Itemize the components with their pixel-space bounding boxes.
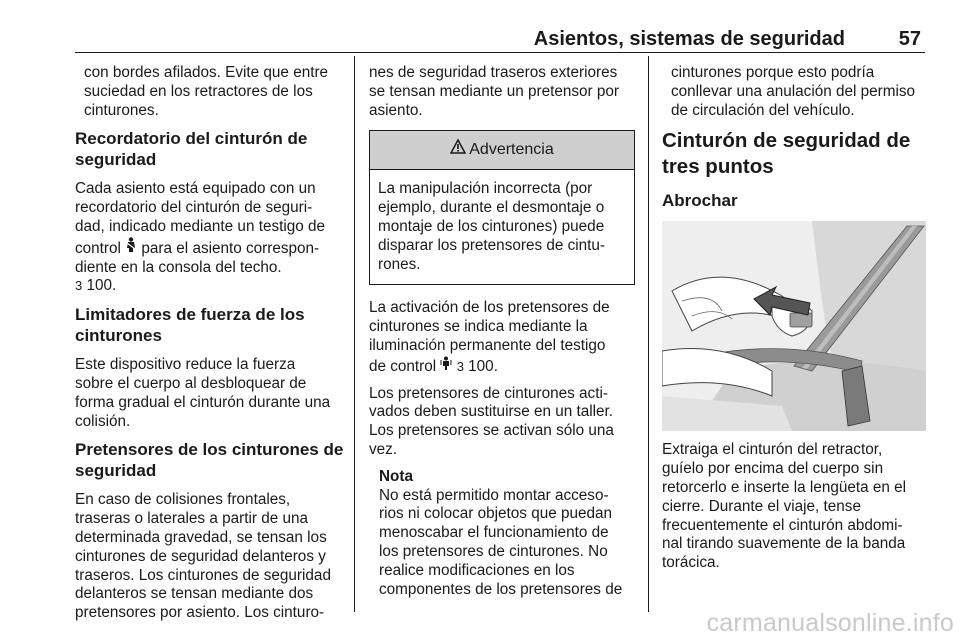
continuation-paragraph: nes de seguridad traseros exteriores se tensan mediante un pretensor por asiento. <box>369 64 620 119</box>
page-number: 57 <box>898 28 921 50</box>
page-ref-arrow-icon: 3 <box>75 278 83 294</box>
warning-header <box>370 131 634 170</box>
fasten-paragraph: Extraiga el cinturón del retractor, guíelo por encima del cuerpo sin retorcerlo e inserte la lengüeta en el cierre. Durante el viaje, tense frecuentemente el cinturón abdomi- nal tirando suavemente de la banda torácica. <box>662 441 907 572</box>
pretensioner-warning-icon <box>440 356 452 377</box>
replacement-paragraph: Los pretensores de cinturones acti- vados deben sustituirse en un taller. Los pretensores se activan sólo una vez. <box>369 384 614 458</box>
heading-three-point-belt: Cinturón de seguridad de tres puntos <box>662 129 911 179</box>
heading-fasten: Abrochar <box>662 191 738 211</box>
heading-force-limiters: Limitadores de fuerza de los cinturones <box>75 305 305 346</box>
heading-pretensioners: Pretensores de los cinturones de seguridad <box>75 440 344 481</box>
page-ref-arrow-icon: 3 <box>456 358 464 374</box>
warning-body: La manipulación incorrecta (por ejemplo, durante el desmontaje o montaje de los cinturones) puede disparar los pretensores de cintu- rones. <box>378 180 606 273</box>
warning-box <box>369 130 635 285</box>
continuation-paragraph: cinturones porque esto podría conllevar una anulación del permiso de circulación del vehículo. <box>671 64 916 119</box>
heading-seatbelt-reminder: Recordatorio del cinturón de seguridad <box>75 129 308 170</box>
activation-paragraph: La activación de los pretensores de cinturones se indica mediante la iluminación permanente del testigo de control 3 100. <box>369 299 610 375</box>
column-2 <box>369 64 635 599</box>
column-3 <box>662 64 928 581</box>
seatbelt-reminder-icon <box>125 237 137 259</box>
header-rule <box>75 52 925 53</box>
intro-paragraph: con bordes afilados. Evite que entre suciedad en los retractores de los cinturones. <box>84 64 329 119</box>
section-title: Asientos, sistemas de seguridad <box>533 28 845 50</box>
page-reference-link[interactable]: 100. <box>468 357 498 375</box>
page-header <box>75 24 925 50</box>
warning-title: Advertencia <box>469 141 554 159</box>
note-block <box>369 468 635 600</box>
column-divider-1 <box>354 56 355 612</box>
seatbelt-fastening-illustration <box>662 221 926 431</box>
pretensioners-paragraph: En caso de colisiones frontales, traseras o laterales a partir de una determinada gravedad, se tensan los cinturones de seguridad delanteros y traseros. Los cinturones de seguridad delanteros se tensan mediante dos pretensores por asiento. Los cinturo- <box>75 491 331 622</box>
note-title: Nota <box>379 467 413 485</box>
column-divider-2 <box>648 56 649 612</box>
warning-triangle-icon <box>450 131 466 169</box>
column-1 <box>75 64 345 631</box>
watermark: carmanualsonline.info <box>706 609 954 637</box>
limiters-paragraph: Este dispositivo reduce la fuerza sobre el cuerpo al desbloquear de forma gradual el cinturón durante una colisión. <box>75 356 331 430</box>
reminder-paragraph: Cada asiento está equipado con un recordatorio del cinturón de seguri- dad, indicado mediante un testigo de control para el asiento correspon- diente en la consola del techo. 3 100. <box>75 180 326 295</box>
note-body: No está permitido montar acceso- rios ni colocar objetos que puedan menoscabar el funcionamiento de los pretensores de cinturones. No realice modificaciones en los componentes de los pretensores de <box>379 486 623 598</box>
page-reference-link[interactable]: 100. <box>86 277 117 295</box>
